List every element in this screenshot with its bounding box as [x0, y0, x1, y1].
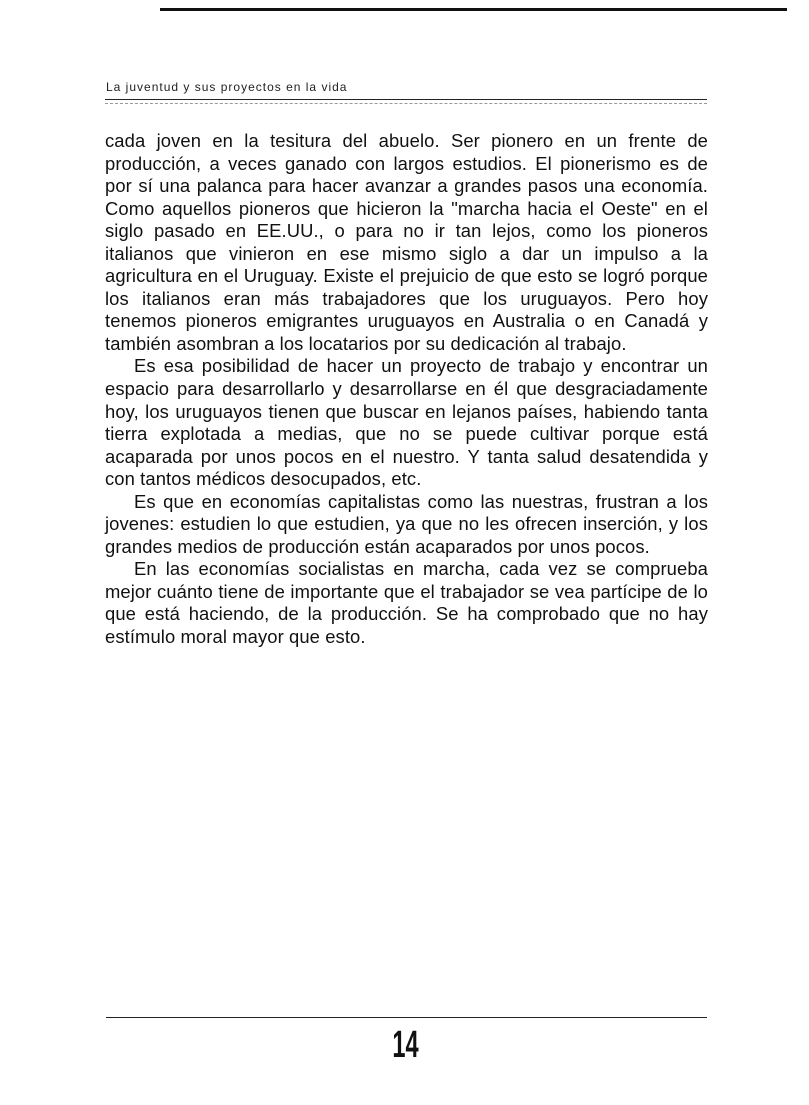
top-rule: [160, 8, 787, 11]
body-text: [105, 130, 708, 649]
header-rule-dashed: [105, 103, 707, 104]
paragraph-1: cada joven en la tesitura del abuelo. Ser pionero en un frente de producción, a veces ganado con largos estudios. El pionerismo es de por sí una palanca para hacer avanzar a grandes pasos una economía. Como aquellos pioneros que hicieron la "marcha hacia el Oeste" en el siglo pasado en EE.UU., o para no ir tan lejos, como los pioneros italianos que vinieron en ese mismo siglo a dar un impulso a la agricultura en el Uruguay. Existe el prejuicio de que esto se logró porque los italianos eran más trabajadores que los uruguayos. Pero hoy tenemos pioneros emigrantes uruguayos en Australia o en Canadá y también asombran a los locatarios por su dedicación al trabajo.: [105, 130, 708, 354]
paragraph-3: Es que en economías capitalistas como las nuestras, frustran a los jovenes: estudien lo que estudien, ya que no les ofrecen inserción, y los grandes medios de producción están acaparados por unos pocos.: [105, 490, 708, 557]
running-head: La juventud y sus proyectos en la vida: [106, 80, 348, 94]
paragraph-2: Es esa posibilidad de hacer un proyecto de trabajo y encontrar un espacio para desarrollarlo y desarrollarse en él que desgraciadamente hoy, los uruguayos tienen que buscar en lejanos países, habiendo tanta tierra explotada a medias, que no se puede cultivar porque está acaparada por unos pocos en el nuestro. Y tanta salud desatendida y con tantos médicos desocupados, etc.: [105, 355, 708, 490]
footer-rule: [106, 1017, 707, 1018]
paragraph-4: En las economías socialistas en marcha, cada vez se comprueba mejor cuánto tiene de importante que el trabajador se vea partícipe de lo que está haciendo, de la producción. Se ha comprobado que no hay estímulo moral mayor que esto.: [105, 558, 708, 648]
header-rule: [105, 99, 707, 100]
page-number: 14: [392, 1024, 419, 1066]
